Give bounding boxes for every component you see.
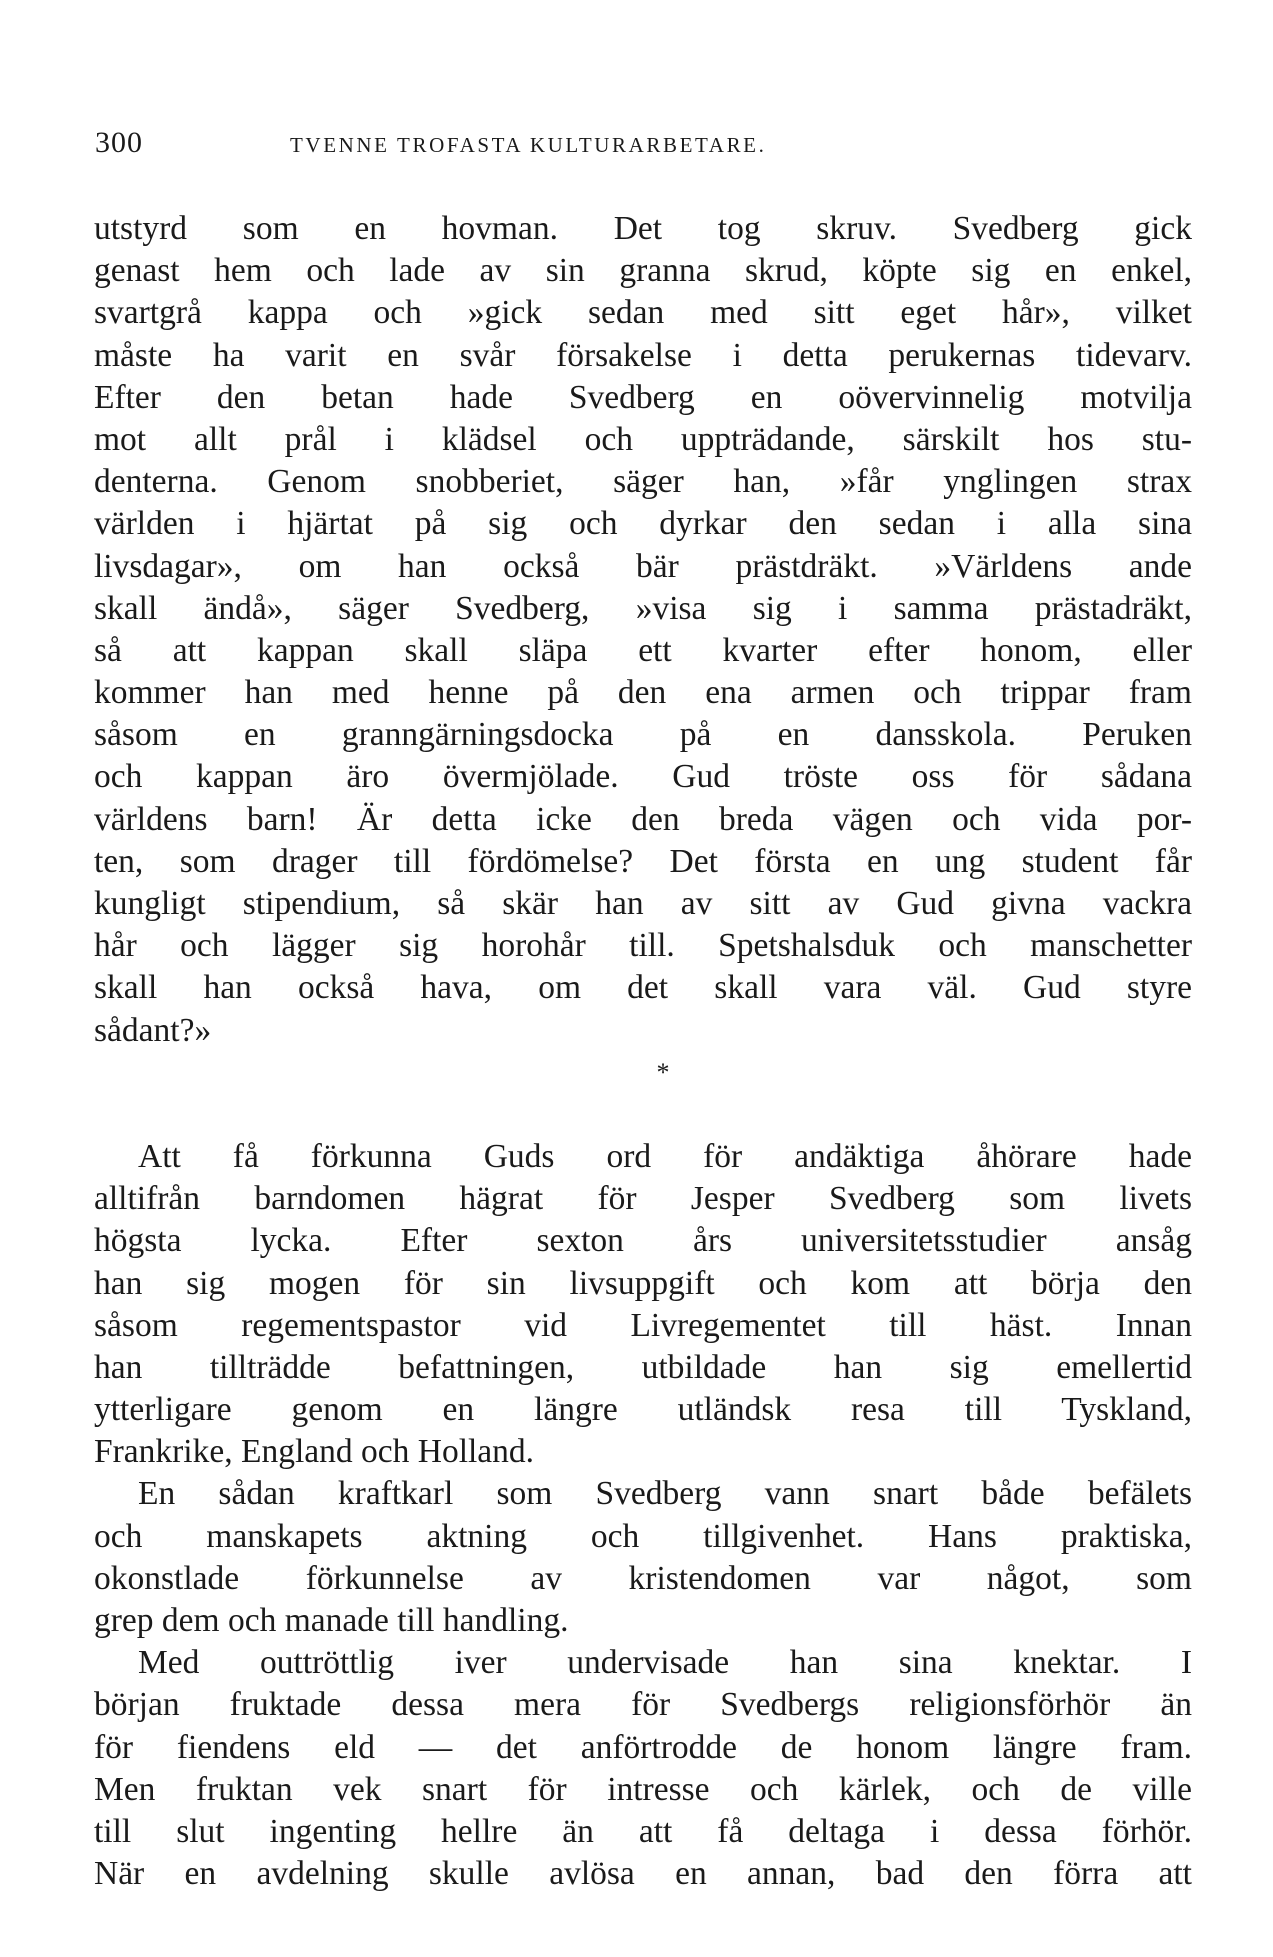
text-line: hår och lägger sig horohår till. Spetshalsduk och manschetter (94, 927, 1192, 965)
text-line: och manskapets aktning och tillgivenhet. Hans praktiska, (94, 1517, 1192, 1555)
text-line: mot allt prål i klädsel och uppträdande, särskilt hos stu- (94, 420, 1192, 458)
paragraph-4 (94, 1642, 1192, 1895)
text-line: världen i hjärtat på sig och dyrkar den sedan i alla sina (94, 505, 1192, 543)
text-line: världens barn! Är detta icke den breda vägen och vida por- (94, 800, 1192, 838)
text-line: Men fruktan vek snart för intresse och kärlek, och de ville (94, 1770, 1192, 1808)
body-text (94, 208, 1192, 1895)
paragraph-1 (94, 208, 1192, 1052)
text-line: kommer han med henne på den ena armen och trippar fram (94, 674, 1192, 712)
text-line: livsdagar», om han också bär prästdräkt. »Världens ande (94, 547, 1192, 585)
page-number: 300 (95, 126, 143, 159)
text-line: såsom regementspastor vid Livregementet till häst. Innan (94, 1306, 1192, 1344)
text-line: alltifrån barndomen hägrat för Jesper Svedberg som livets (94, 1180, 1192, 1218)
text-line: till slut ingenting hellre än att få deltaga i dessa förhör. (94, 1812, 1192, 1850)
text-line: När en avdelning skulle avlösa en annan, bad den förra att (94, 1855, 1192, 1893)
text-line: ten, som drager till fördömelse? Det första en ung student får (94, 842, 1192, 880)
text-line: högsta lycka. Efter sexton års universitetsstudier ansåg (94, 1222, 1192, 1260)
text-line: genast hem och lade av sin granna skrud, köpte sig en enkel, (94, 252, 1192, 290)
text-line: skall han också hava, om det skall vara väl. Gud styre (94, 969, 1192, 1007)
text-line: svartgrå kappa och »gick sedan med sitt eget hår», vilket (94, 294, 1192, 332)
text-line: och kappan äro övermjölade. Gud tröste oss för sådana (94, 758, 1192, 796)
text-line: En sådan kraftkarl som Svedberg vann snart både befälets (138, 1475, 1192, 1513)
text-line: så att kappan skall släpa ett kvarter efter honom, eller (94, 631, 1192, 669)
text-line: kungligt stipendium, så skär han av sitt av Gud givna vackra (94, 885, 1192, 922)
text-line: Efter den betan hade Svedberg en oövervinnelig motvilja (94, 378, 1192, 416)
text-line: denterna. Genom snobberiet, säger han, »får ynglingen strax (94, 463, 1192, 501)
text-line: måste ha varit en svår försakelse i detta perukernas tidevarv. (94, 336, 1192, 374)
paragraph-2 (94, 1136, 1192, 1474)
text-line: utstyrd som en hovman. Det tog skruv. Svedberg gick (94, 210, 1192, 247)
text-line: sådant?» (94, 1011, 212, 1049)
text-line: Att få förkunna Guds ord för andäktiga åhörare hade (138, 1137, 1192, 1175)
paragraph-3 (94, 1473, 1192, 1642)
text-line: för fiendens eld — det anförtrodde de honom längre fram. (94, 1728, 1192, 1766)
text-line: början fruktade dessa mera för Svedbergs religionsförhör än (94, 1686, 1192, 1724)
section-separator-asterisk: * (656, 1057, 670, 1087)
text-line: Med outtröttlig iver undervisade han sina knektar. I (138, 1644, 1192, 1682)
text-line: ytterligare genom en längre utländsk resa till Tyskland, (94, 1391, 1192, 1429)
text-line: han sig mogen för sin livsuppgift och kom att börja den (94, 1264, 1192, 1302)
text-line: skall ändå», säger Svedberg, »visa sig i samma prästadräkt, (94, 589, 1192, 627)
text-line: han tillträdde befattningen, utbildade han sig emellertid (94, 1348, 1192, 1386)
text-line: okonstlade förkunnelse av kristendomen var något, som (94, 1559, 1192, 1597)
running-head: TVENNE TROFASTA KULTURARBETARE. (290, 133, 767, 157)
text-line: såsom en granngärningsdocka på en dansskola. Peruken (94, 716, 1192, 754)
text-line: grep dem och manade till handling. (94, 1602, 569, 1639)
page-header (95, 126, 1195, 166)
text-line: Frankrike, England och Holland. (94, 1433, 535, 1471)
